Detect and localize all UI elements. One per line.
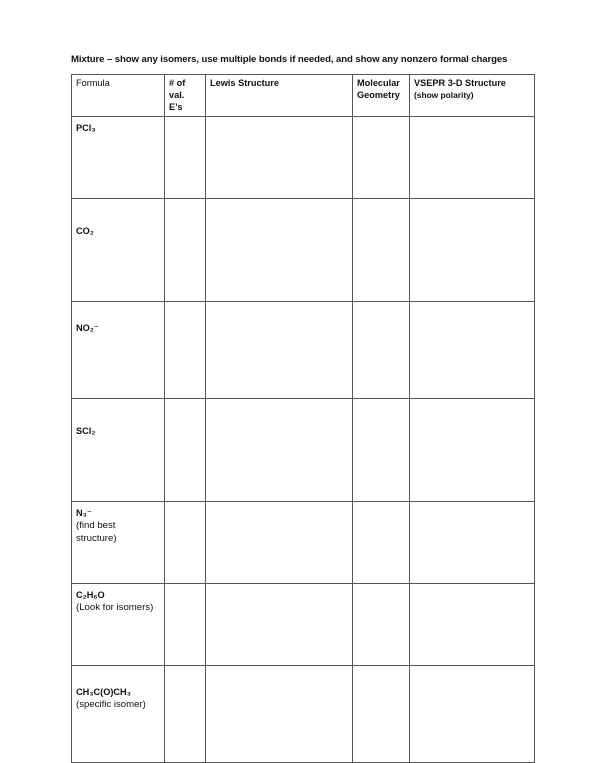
molecular-geometry-cell[interactable] bbox=[353, 199, 410, 302]
formula-label: CO₂ bbox=[76, 226, 94, 236]
lewis-structure-cell[interactable] bbox=[206, 117, 353, 199]
lewis-structure-cell[interactable] bbox=[206, 302, 353, 399]
lewis-structure-cell[interactable] bbox=[206, 199, 353, 302]
molecular-geometry-cell[interactable] bbox=[353, 584, 410, 666]
formula-label: SCl₂ bbox=[76, 426, 96, 436]
vsepr-structure-cell[interactable] bbox=[410, 117, 535, 199]
formula-cell bbox=[72, 199, 165, 302]
table-row bbox=[72, 502, 535, 584]
header-formula-label: Formula bbox=[76, 78, 110, 88]
vsepr-structure-cell[interactable] bbox=[410, 199, 535, 302]
lewis-structure-cell[interactable] bbox=[206, 584, 353, 666]
vsepr-structure-cell[interactable] bbox=[410, 584, 535, 666]
formula-cell bbox=[72, 502, 165, 584]
vsepr-structure-cell[interactable] bbox=[410, 502, 535, 584]
header-geometry-line2: Geometry bbox=[357, 90, 400, 100]
formula-cell bbox=[72, 584, 165, 666]
lewis-structure-cell[interactable] bbox=[206, 502, 353, 584]
header-formula bbox=[72, 75, 165, 117]
valence-electrons-cell[interactable] bbox=[165, 584, 206, 666]
lewis-structure-cell[interactable] bbox=[206, 666, 353, 763]
molecular-geometry-cell[interactable] bbox=[353, 302, 410, 399]
formula-label: CH₃C(O)CH₃ bbox=[76, 687, 131, 697]
header-lewis-structure bbox=[206, 75, 353, 117]
header-vsepr-line2: (show polarity) bbox=[414, 90, 474, 100]
valence-electrons-cell[interactable] bbox=[165, 117, 206, 199]
header-val-line3: E’s bbox=[169, 102, 183, 112]
table-row bbox=[72, 666, 535, 763]
worksheet-table bbox=[71, 74, 535, 763]
table-row bbox=[72, 584, 535, 666]
vsepr-structure-cell[interactable] bbox=[410, 399, 535, 502]
valence-electrons-cell[interactable] bbox=[165, 502, 206, 584]
table-row bbox=[72, 117, 535, 199]
formula-note: (specific isomer) bbox=[76, 699, 146, 710]
header-molecular-geometry bbox=[353, 75, 410, 117]
valence-electrons-cell[interactable] bbox=[165, 399, 206, 502]
valence-electrons-cell[interactable] bbox=[165, 666, 206, 763]
header-lewis-label: Lewis Structure bbox=[210, 78, 279, 88]
table-row bbox=[72, 302, 535, 399]
molecular-geometry-cell[interactable] bbox=[353, 666, 410, 763]
molecular-geometry-cell[interactable] bbox=[353, 117, 410, 199]
formula-label: PCl₃ bbox=[76, 123, 96, 133]
header-row bbox=[72, 75, 535, 117]
formula-label: C₂H₆O bbox=[76, 590, 105, 600]
header-vsepr-line1: VSEPR 3-D Structure bbox=[414, 78, 506, 88]
formula-cell bbox=[72, 399, 165, 502]
vsepr-structure-cell[interactable] bbox=[410, 302, 535, 399]
formula-cell bbox=[72, 666, 165, 763]
lewis-structure-cell[interactable] bbox=[206, 399, 353, 502]
formula-cell bbox=[72, 302, 165, 399]
header-geometry-line1: Molecular bbox=[357, 78, 400, 88]
valence-electrons-cell[interactable] bbox=[165, 199, 206, 302]
formula-cell bbox=[72, 117, 165, 199]
formula-note-line2: structure) bbox=[76, 533, 117, 544]
formula-note-line1: (find best bbox=[76, 520, 116, 531]
header-val-line1: # of bbox=[169, 78, 186, 88]
formula-label: N₃⁻ bbox=[76, 508, 92, 518]
worksheet-title: Mixture – show any isomers, use multiple bonds if needed, and show any nonzero formal charges bbox=[71, 54, 508, 65]
formula-note: (Look for isomers) bbox=[76, 602, 154, 613]
molecular-geometry-cell[interactable] bbox=[353, 502, 410, 584]
header-vsepr-structure bbox=[410, 75, 535, 117]
header-valence-electrons bbox=[165, 75, 206, 117]
vsepr-structure-cell[interactable] bbox=[410, 666, 535, 763]
formula-label: NO₂⁻ bbox=[76, 323, 99, 333]
molecular-geometry-cell[interactable] bbox=[353, 399, 410, 502]
header-val-line2: val. bbox=[169, 90, 185, 100]
table-row bbox=[72, 399, 535, 502]
table-row bbox=[72, 199, 535, 302]
valence-electrons-cell[interactable] bbox=[165, 302, 206, 399]
